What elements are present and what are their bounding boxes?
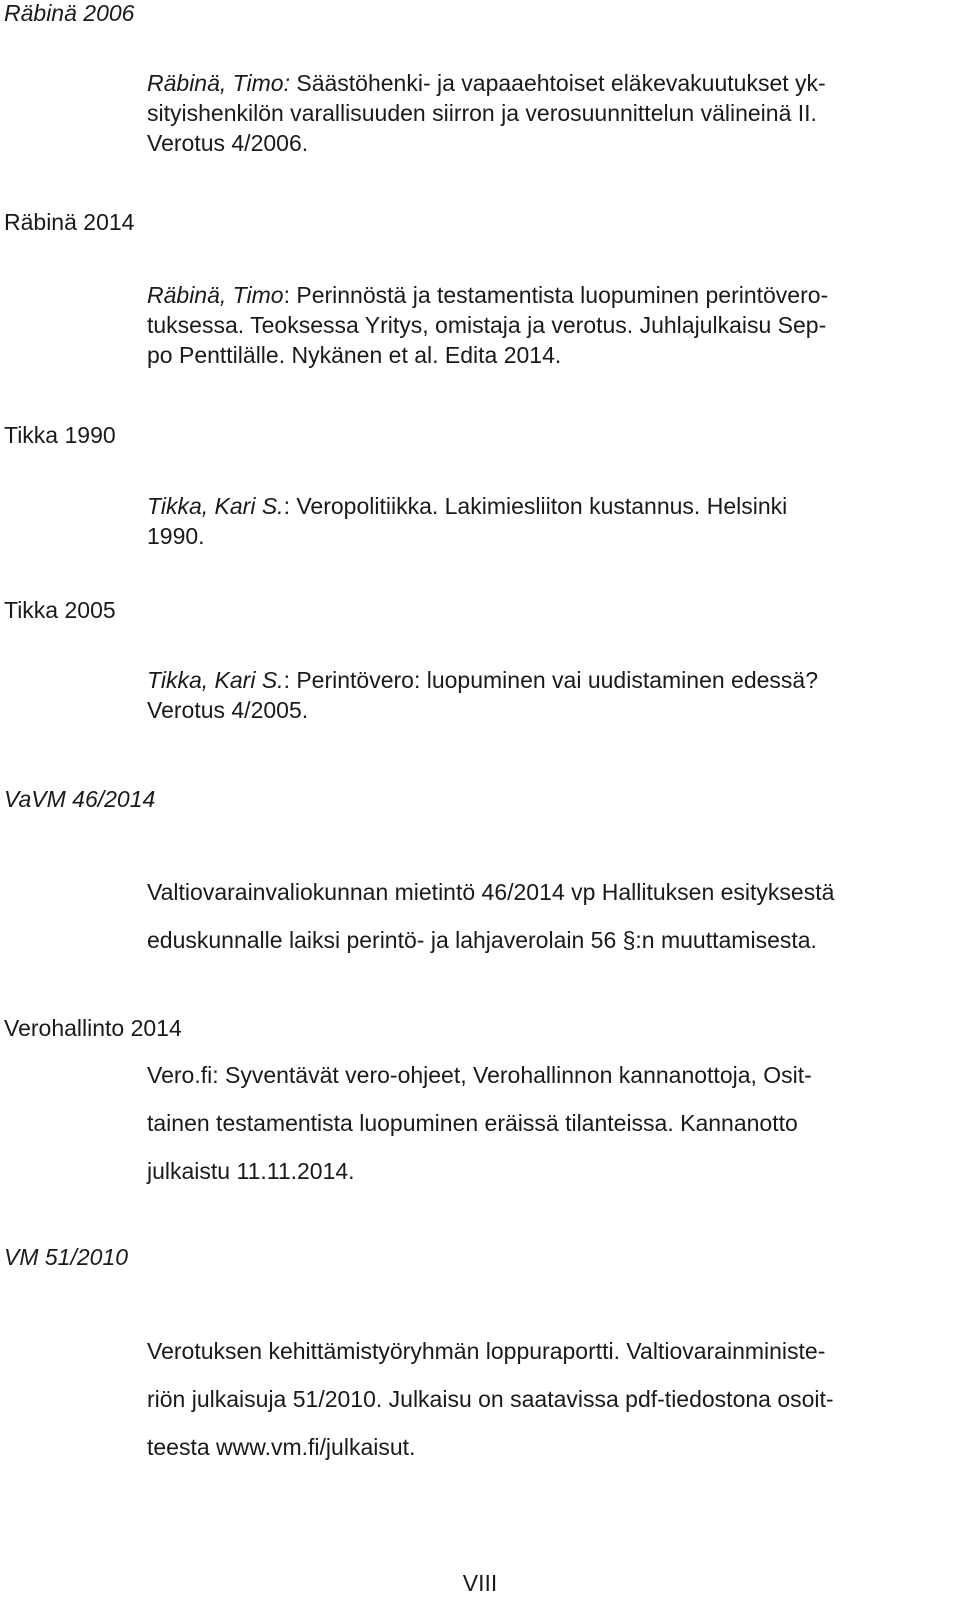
reference-author: Räbinä, Timo [147,282,284,308]
reference-entry [147,665,947,725]
reference-key: Verohallinto 2014 [4,1015,182,1041]
reference-text-line: : Perintövero: luopuminen vai uudistaminen edessä? [283,667,818,693]
reference-entry [147,868,947,964]
reference-entry [147,280,947,370]
reference-author: Tikka, Kari S. [147,493,284,519]
page-number: VIII [462,1570,498,1596]
reference-key: VaVM 46/2014 [4,786,156,812]
reference-text-line: Verotus 4/2005. [147,697,309,723]
reference-text-line: Verotuksen kehittämistyöryhmän loppuraportti. Valtiovarainministe- [147,1338,826,1364]
reference-text-line: eduskunnalle laiksi perintö- ja lahjaverolain 56 §:n muuttamisesta. [147,927,817,953]
reference-key: VM 51/2010 [4,1244,129,1270]
reference-text-line: tuksessa. Teoksessa Yritys, omistaja ja verotus. Juhlajulkaisu Sep- [147,312,827,338]
reference-key: Tikka 2005 [4,597,116,623]
reference-text-line: po Penttilälle. Nykänen et al. Edita 2014. [147,342,562,368]
reference-key: Tikka 1990 [4,422,116,448]
reference-text-line: Säästöhenki- ja vapaaehtoiset eläkevakuutukset yk- [289,70,826,96]
reference-text-line: Vero.fi: Syventävät vero-ohjeet, Verohallinnon kannanottoja, Osit- [147,1062,812,1088]
reference-entry [147,1327,947,1471]
reference-text-line: : Perinnöstä ja testamentista luopuminen perintövero- [283,282,829,308]
reference-text-line: teesta www.vm.fi/julkaisut. [147,1434,416,1460]
reference-text-line: Valtiovarainvaliokunnan mietintö 46/2014 vp Hallituksen esityksestä [147,879,835,905]
reference-key: Räbinä 2014 [4,209,135,235]
reference-text-line: : Veropolitiikka. Lakimiesliiton kustannus. Helsinki [283,493,788,519]
reference-text-line: sityishenkilön varallisuuden siirron ja verosuunnittelun välineinä II. [147,100,817,126]
reference-key: Räbinä 2006 [4,0,135,26]
reference-text-line: julkaistu 11.11.2014. [147,1158,355,1184]
reference-entry [147,1051,947,1195]
reference-entry [147,491,947,551]
reference-author: Tikka, Kari S. [147,667,284,693]
reference-entry [147,68,947,158]
reference-text-line: Verotus 4/2006. [147,130,309,156]
reference-text-line: 1990. [147,523,205,549]
reference-text-line: tainen testamentista luopuminen eräissä tilanteissa. Kannanotto [147,1110,798,1136]
reference-text-line: riön julkaisuja 51/2010. Julkaisu on saatavissa pdf-tiedostona osoit- [147,1386,834,1412]
reference-author: Räbinä, Timo: [147,70,290,96]
